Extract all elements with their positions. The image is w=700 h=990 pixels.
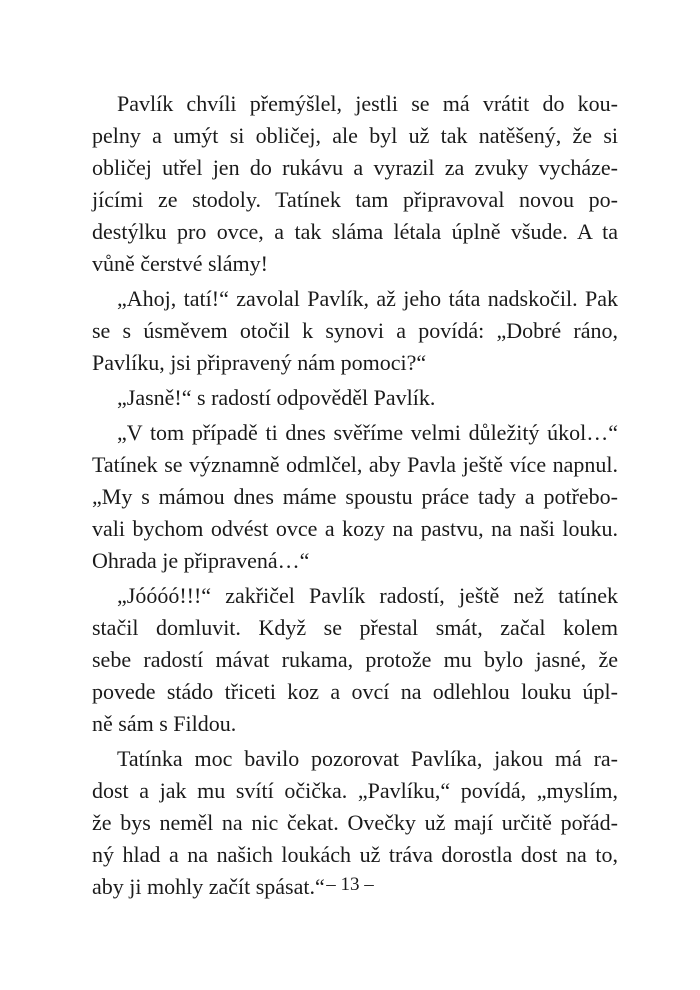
text-line: Ohrada je připravená…“ [92, 548, 310, 573]
page-body [92, 88, 618, 903]
paragraph [92, 417, 618, 577]
text-line: destýlku pro ovce, a tak sláma létala úplně všude. A ta [92, 219, 618, 244]
paragraph [92, 88, 618, 280]
text-line: ný hlad a na našich loukách už tráva dorostla dost na to, [92, 842, 618, 867]
text-line: „Ahoj, tatí!“ zavolal Pavlík, až jeho táta nadskočil. Pak [117, 286, 618, 311]
paragraph [92, 580, 618, 740]
text-line: pelny a umýt si obličej, ale byl už tak natěšený, že si [92, 123, 618, 148]
text-line: Tatínka moc bavilo pozorovat Pavlíka, jakou má ra- [117, 746, 618, 771]
text-line: „My s mámou dnes máme spoustu práce tady a potřebo- [92, 484, 618, 509]
text-line: aby ji mohly začít spásat.“ [92, 874, 325, 899]
paragraph [92, 283, 618, 379]
text-line: „Jasně!“ s radostí odpověděl Pavlík. [117, 385, 436, 410]
text-line: vali bychom odvést ovce a kozy na pastvu, na naši louku. [92, 516, 618, 541]
text-line: stačil domluvit. Když se přestal smát, začal kolem [92, 615, 618, 640]
text-line: vůně čerstvé slámy! [92, 251, 268, 276]
text-line: že bys neměl na nic čekat. Ovečky už mají určitě pořád- [92, 810, 618, 835]
text-line: se s úsměvem otočil k synovi a povídá: „Dobré ráno, [92, 318, 618, 343]
text-line: dost a jak mu svítí očička. „Pavlíku,“ povídá, „myslím, [92, 778, 618, 803]
paragraph [92, 382, 618, 414]
text-line: „V tom případě ti dnes svěříme velmi důležitý úkol…“ [117, 420, 618, 445]
text-line: jícími ze stodoly. Tatínek tam připravoval novou po- [92, 187, 618, 212]
text-line: obličej utřel jen do rukávu a vyrazil za zvuky vycháze- [92, 155, 618, 180]
text-line: ně sám s Fildou. [92, 711, 237, 736]
text-line: sebe radostí mávat rukama, protože mu bylo jasné, že [92, 647, 618, 672]
text-line: Pavlík chvíli přemýšlel, jestli se má vrátit do kou- [117, 91, 618, 116]
text-line: povede stádo třiceti koz a ovcí na odlehlou louku úpl- [92, 679, 618, 704]
text-line: Pavlíku, jsi připravený nám pomoci?“ [92, 350, 427, 375]
text-line: „Jóóóó!!!“ zakřičel Pavlík radostí, ještě než tatínek [117, 583, 618, 608]
page-number: – 13 – [326, 874, 374, 895]
text-line: Tatínek se významně odmlčel, aby Pavla ještě více napnul. [92, 452, 618, 477]
